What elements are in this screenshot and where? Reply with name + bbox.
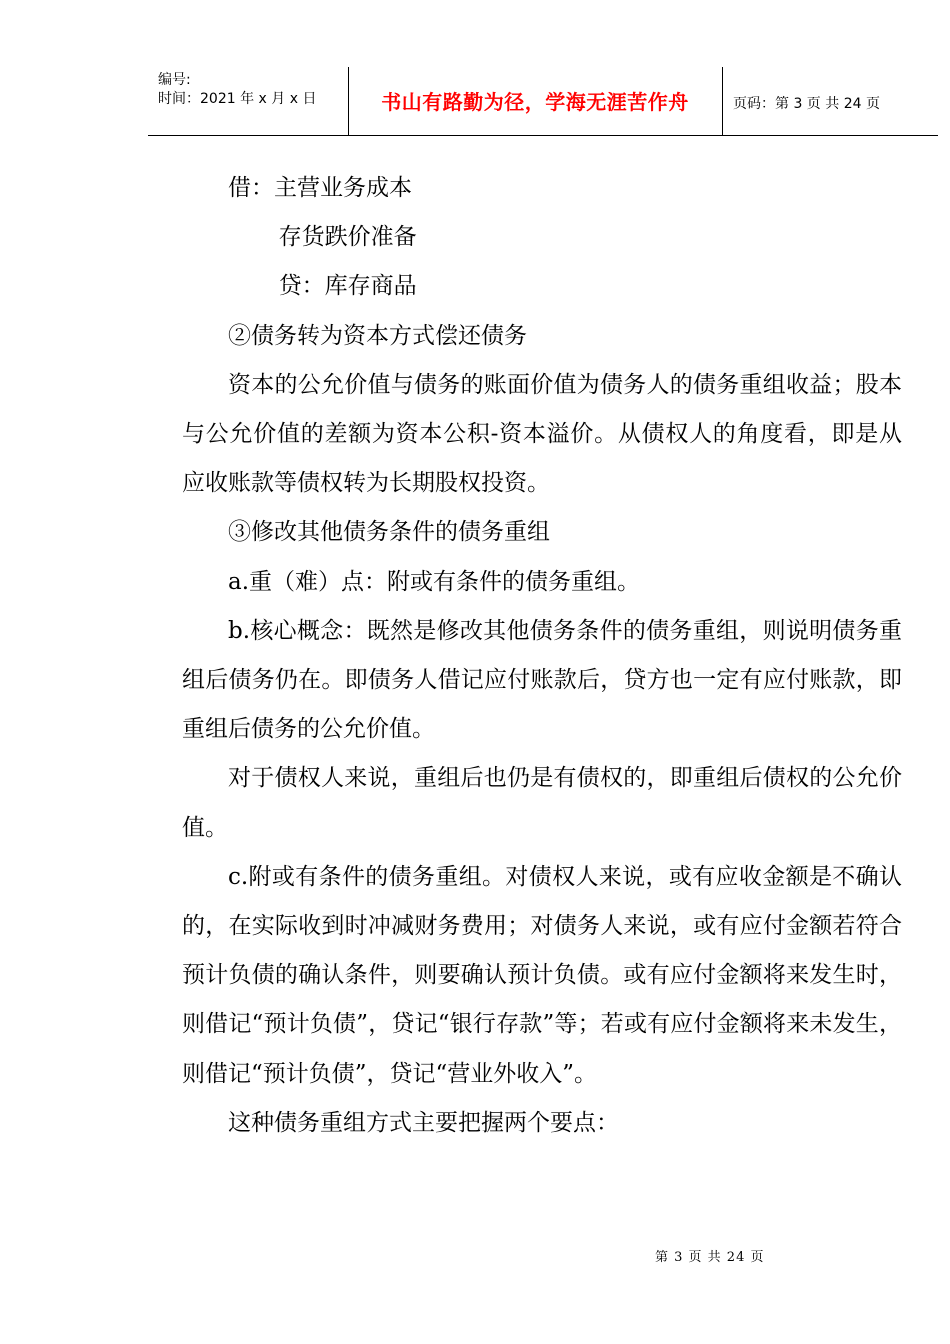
page-footer: 第 3 页 共 24 页 — [655, 1250, 765, 1265]
journal-entry-credit: 贷：库存商品 — [278, 273, 417, 300]
document-body — [182, 164, 902, 1148]
document-number-label: 编号: — [158, 72, 191, 88]
section-heading: ③修改其他债务条件的债务重组 — [228, 519, 550, 546]
paragraph: 资本的公允价值与债务的账面价值为债务人的债务重组收益；股本与公允价值的差额为资本公积-资本溢价。从债权人的角度看，即是从应收账款等债权转为长期股权投资。 — [182, 371, 902, 497]
paragraph: 这种债务重组方式主要把握两个要点： — [228, 1109, 619, 1136]
document-time: 时间：2021 年 x 月 x 日 — [158, 91, 317, 107]
journal-entry-debit: 借：主营业务成本 — [228, 175, 412, 201]
header-page-info: 页码：第 3 页 共 24 页 — [733, 96, 880, 112]
paragraph: b.核心概念：既然是修改其他债务条件的债务重组，则说明债务重组后债务仍在。即债务人借记应付账款后，贷方也一定有应付账款，即重组后债务的公允价值。 — [182, 617, 902, 743]
header-motto: 书山有路勤为径，学海无涯苦作舟 — [381, 90, 689, 114]
header-column-divider — [722, 67, 723, 135]
paragraph: a.重（难）点：附或有条件的债务重组。 — [228, 568, 641, 595]
journal-entry-debit-item: 存货跌价准备 — [278, 224, 417, 251]
header-meta — [158, 71, 316, 109]
paragraph: 对于债权人来说，重组后也仍是有债权的，即重组后债权的公允价值。 — [182, 765, 902, 841]
paragraph: c.附或有条件的债务重组。对债权人来说，或有应收金额是不确认的，在实际收到时冲减财务费用；对债务人来说，或有应付金额若符合预计负债的确认条件，则要确认预计负债。或有应付金额将来发生时，则借记“预计负债”，贷记“银行存款”等；若或有应付金额将来未发生，则借记“预计负债”，贷记“营业外收入”。 — [182, 863, 902, 1087]
section-heading: ②债务转为资本方式偿还债务 — [228, 322, 527, 349]
header-divider-line — [148, 135, 938, 136]
